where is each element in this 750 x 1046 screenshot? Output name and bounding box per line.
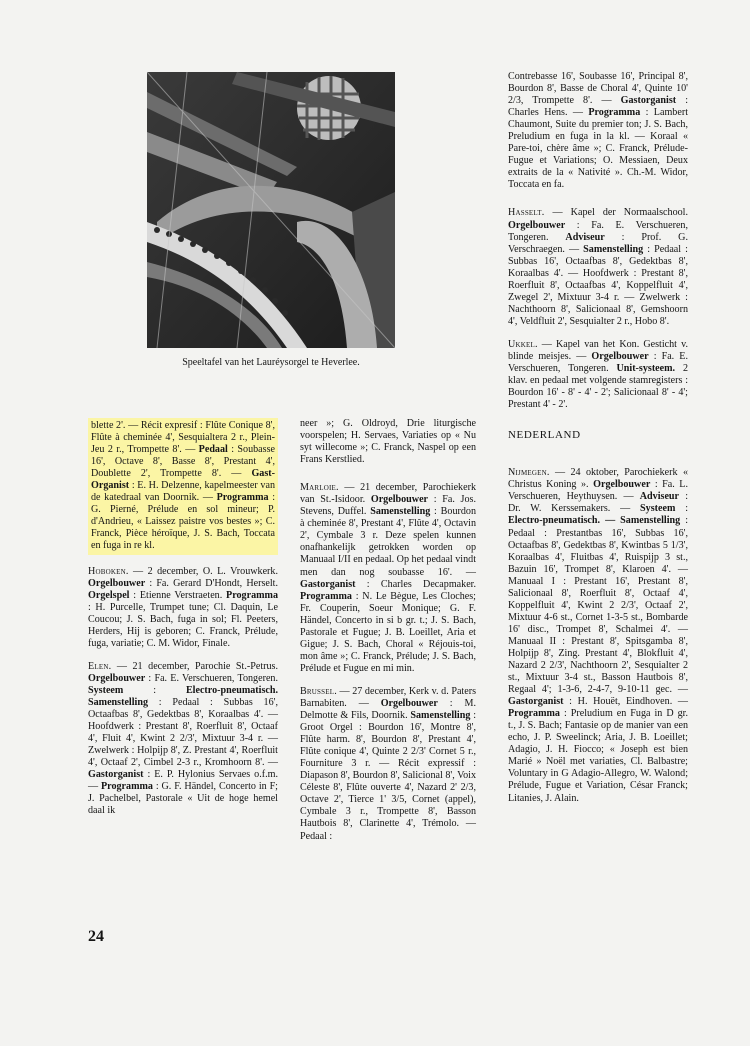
organ-console-photo xyxy=(147,72,395,348)
column-2 xyxy=(300,418,476,854)
entry-hoboken: Hoboken. — 2 december, O. L. Vrouwkerk. Orgelbouwer : Fa. Gerard D'Hondt, Herselt. Orgelspel : Etienne Verstraeten. Programma : H. Purcelle, Trumpet tune; Cl. Daquin, Le Coucou; J. S. Bach, fuga in sol; Fl. Peeters, Herders, Hij is geboren; C. Franck, Prélude, fuga, variatie; C. M. Widor, Finale. xyxy=(88,565,278,649)
continued-paragraph: Contrebasse 16', Soubasse 16', Principal 8', Bourdon 8', Basse de Choral 4', Quinte 10' 2/3, Trompette 8'. — Gastorganist : Charles Hens. — Programma : Lambert Chaumont, Suite du premier ton; J. S. Bach, Preludium en fuga in la kl. — Koraal « Pare-toi, chère âme »; C. Franck, Prélude-Fugue et Variations; O. Messiaen, Deux extraits de la « Nativité ». Ch.-M. Widor, Toccata en fa. xyxy=(508,71,689,191)
continued-paragraph: neer »; G. Oldroyd, Drie liturgische voorspelen; H. Servaes, Variaties op « Nu syt willecome »; C. Franck, Naspel op een Frans Kerstlied. xyxy=(300,418,476,466)
city-name: Marloie. xyxy=(300,482,339,494)
column-1 xyxy=(88,418,278,828)
photo-caption: Speeltafel van het Lauréysorgel te Heverlee. xyxy=(182,357,360,368)
city-name: Brussel. xyxy=(300,685,337,697)
city-name: Hasselt. xyxy=(508,207,545,219)
entry-elen: Elen. — 21 december, Parochie St.-Petrus. Orgelbouwer : Fa. E. Verschueren, Tongeren. Systeem : Electro-pneumatisch. Samenstelling : Pedaal : Subbas 16', Octaafbas 8', Gedektbas 8', Koraalbas 4'. — Hoofdwerk : Prestant 8', Roerfluit 8', Octaaf 4', Fluit 4', Kwint 2 2/3', Mixtuur 3-4 r. — Zwelwerk : Holpijp 8', Z. Prestant 4', Roerfluit 4', Octaaf 2', Cimbel 2-3 r., Kromhoorn 8'. — Gastorganist : E. P. Hylonius Servaes o.f.m. — Programma : G. F. Händel, Concerto in F; J. Pachelbel, Pastorale « Uit de hoge hemel daal ik xyxy=(88,660,278,817)
highlighted-paragraph: blette 2'. — Récit expresif : Flûte Conique 8', Flûte à cheminée 4', Sesquialtera 2 r., Plein-Jeu 2 r., Trompette 8'. — Pedaal : Soubasse 16', Octave 8', Basse 8', Prestant 4', Doublette 2', Trompette 8'. — Gast-Organist : E. H. Delzenne, kapelmeester van de katedraal van Doornik. — Programma : G. Pierné, Prélude en sol mineur; P. d'Andrieu, « Laissez paistre vos bestes »; C. Franck, Pièce héroïque, J. S. Bach, Toccata en fuga in re kl. xyxy=(88,418,278,555)
column-3 xyxy=(508,71,688,816)
entry-brussel: Brussel. — 27 december, Kerk v. d. Paters Barnabiten. — Orgelbouwer : M. Delmotte & Fils, Doornik. Samenstelling : Groot Orgel : Bourdon 16', Montre 8', Flûte harm. 8', Bourdon 8', Prestant 4', Flûte conique 4', Quinte 2 2/3' Cornet 5 r., Fourniture 3 r. — Récit expressif : Diapason 8', Bourdon 8', Salicional 8', Voix Céleste 8', Flûte ouverte 4', Nazard 2' 2/3, Octave 2', Tierce 1' 3/5, Cornet (appel), Cymbale 3 r., Trompette 8', Basson Hautbois 8', Clarinette 4', Trémolo. — Pedaal : xyxy=(300,685,476,842)
entry-ukkel: Ukkel. — Kapel van het Kon. Gesticht v. blinde meisjes. — Orgelbouwer : Fa. E. Verschueren, Tongeren. Unit-systeem. 2 klav. en pedaal met volgende stamregisters : Bourdon 16' - 8' - 4' - 2'; Salicionaal 8' - 4'; Prestant 4' - 2'. xyxy=(508,338,689,411)
city-name: Elen. xyxy=(88,660,112,672)
city-name: Nijmegen. xyxy=(508,467,550,479)
page-number: 24 xyxy=(88,928,104,945)
section-heading: NEDERLAND xyxy=(508,429,581,442)
city-name: Ukkel. xyxy=(508,338,538,350)
entry-nijmegen: Nijmegen. — 24 oktober, Parochiekerk « Christus Koning ». Orgelbouwer : Fa. L. Verschueren, Heythuysen. — Adviseur : Dr. W. Kerssemakers. — Systeem : Electro-pneumatisch. — Samenstelling : Pedaal : Prestantbas 16', Subbas 16', Octaafbas 8', Gedektbas 8', Kwintbas 5 1/3', Koraalbas 4', Fluitbas 4', Ruispijp 3 st., Bazuin 16', Trompet 8', Klaroen 4'. — Manuaal I : Prestant 16', Prestant 8', Salicionaal 8', Roerfluit 8', Octaaf 4', Koppelfluit 4', Kwint 2 2/3', Octaaf 2', Mixtuur 4-6 st., Cornet 1-3-5 st., Bombarde 16' disc., Trompet 8', Schalmei 4'. — Manuaal II : Prestant 8', Spitsgamba 8', Holpijp 8', Zing. Prestant 4', Blokfluit 4', Nazard 2 2/3', Nachthoorn 2', Sesquialter 2 st., Mixtuur 3-4 st., Basson Hautbois 8', Regaal 4'; 1-3-6, 2-4-7, 9-10-11 gec. — Gastorganist : H. Houët, Eindhoven. — Programma : Preludium en Fuga in D gr. t., J. S. Bach; Fantasie op de manier van een echo, J. P. Sweelinck; Aria, J. B. Loeillet; Adagio, J. H. Fiocco; « Joseph est bien Marié » Noël met variaties, Cl. Balbastre; Voluntary in G Adagio-Allegro, W. Walond; Prélude, Fugue et Variation, César Franck; Litanies, J. Alain. xyxy=(508,467,689,804)
entry-marloie: Marloie. — 21 december, Parochiekerk van St.-Isidoor. Orgelbouwer : Fa. Jos. Stevens, Duffel. Samenstelling : Bourdon à cheminée 8', Prestant 4', Flûte 4', Octavin 2', Cymbale 3 r. Deze spelen kunnen onafhankelijk getrokken worden op Manuaal I/II en pedaal. Op het pedaal vindt men dan nog soubasse 16'. — Gastorganist : Charles Decapmaker. Programma : N. Le Bègue, Les Cloches; Fr. Couperin, Soeur Monique; G. F. Händel, Concerto in si b gr. t.; J. S. Bach, Pastorale et Fugue; J. B. Loeillet, Aria et Gigue; J. S. Bach, Choral « Réjouis-toi, mon âme »; C. Franck, Prélude; J. S. Bach, Prélude et Fugue en mi min. xyxy=(300,482,477,674)
entry-hasselt: Hasselt. — Kapel der Normaalschool. Orgelbouwer : Fa. E. Verschueren, Tongeren. Adviseur : Prof. G. Verschraegen. — Samenstelling : Pedaal : Subbas 16', Octaafbas 8', Gedektbas 8', Koraalbas 4'. — Hoofdwerk : Prestant 8', Roerfluit 8', Octaafbas 4', Koppelfluit 4', Zwegel 2', Mixtuur 3-4 r. — Zwelwerk : Nachthoorn 8', Salicionaal 8', Gemshoorn 4', Veldfluit 2', Sesquialter 2 r., Hobo 8'. xyxy=(508,207,688,327)
city-name: Hoboken. xyxy=(88,565,129,577)
